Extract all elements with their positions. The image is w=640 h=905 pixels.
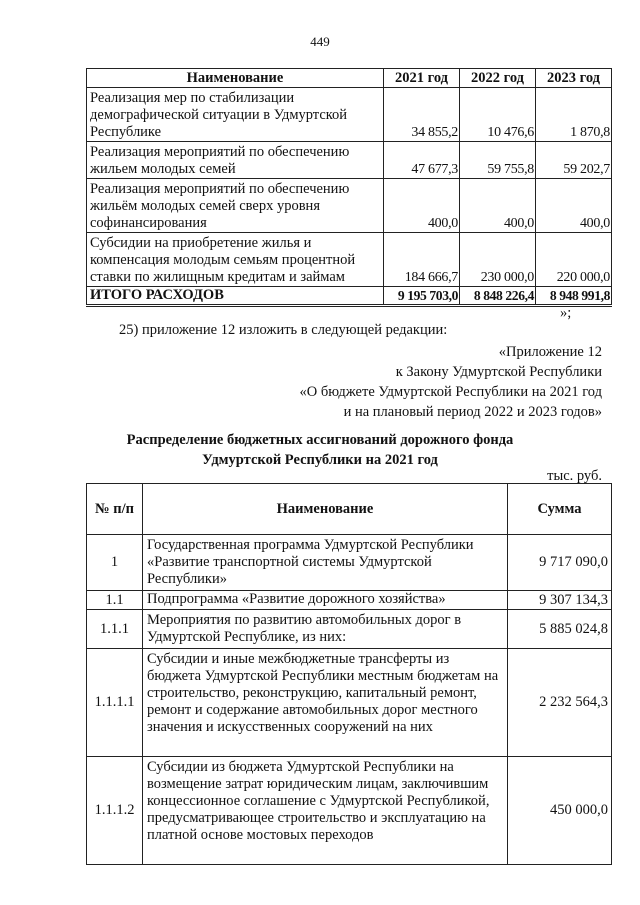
total-label: ИТОГО РАСХОДОВ bbox=[87, 287, 384, 306]
appendix-header bbox=[300, 342, 602, 422]
row-code: 1.1.1.1 bbox=[87, 649, 143, 757]
row-name: Субсидии на приобретение жилья и компенсация молодым семьям процентной ставки по жилищным кредитам и займам bbox=[87, 233, 384, 287]
table-row bbox=[87, 591, 612, 610]
value-2022: 400,0 bbox=[460, 179, 536, 233]
row-code: 1.1.1 bbox=[87, 610, 143, 649]
column-header-2021: 2021 год bbox=[384, 69, 460, 88]
column-header-2023: 2023 год bbox=[536, 69, 612, 88]
appendix-line: «О бюджете Удмуртской Республики на 2021 год bbox=[299, 384, 602, 400]
value-2022: 10 476,6 bbox=[460, 88, 536, 142]
value-2021: 34 855,2 bbox=[384, 88, 460, 142]
table-row bbox=[87, 649, 612, 757]
row-name: Реализация мероприятий по обеспечению жильём молодых семей сверх уровня софинансирования bbox=[87, 179, 384, 233]
table-row bbox=[87, 88, 612, 142]
value-2021: 400,0 bbox=[384, 179, 460, 233]
road-fund-table bbox=[86, 483, 612, 865]
document-title bbox=[0, 430, 640, 470]
column-header-number: № п/п bbox=[87, 484, 143, 535]
row-sum: 9 717 090,0 bbox=[508, 535, 612, 591]
value-2023: 1 870,8 bbox=[536, 88, 612, 142]
expenses-table bbox=[86, 68, 612, 307]
row-sum: 450 000,0 bbox=[508, 757, 612, 865]
table-row bbox=[87, 233, 612, 287]
road-fund-table-header bbox=[87, 484, 612, 535]
row-name: Субсидии из бюджета Удмуртской Республики на возмещение затрат юридическим лицам, заключившим концессионное соглашение с Удмуртской Республикой, предусматривающее строительство и эксплуатацию на платной основе мостовых переходов bbox=[143, 757, 508, 865]
page-number: 449 bbox=[310, 34, 330, 49]
row-name: Субсидии и иные межбюджетные трансферты из бюджета Удмуртской Республики местным бюджетам на строительство, реконструкцию, капитальный ремонт, ремонт и содержание автомобильных дорог местного значения и искусственных сооружений на них bbox=[143, 649, 508, 757]
total-2021: 9 195 703,0 bbox=[384, 287, 460, 306]
column-header-sum: Сумма bbox=[508, 484, 612, 535]
row-name: Подпрограмма «Развитие дорожного хозяйства» bbox=[143, 591, 508, 610]
row-name: Мероприятия по развитию автомобильных дорог в Удмуртской Республике, из них: bbox=[143, 610, 508, 649]
total-2023: 8 948 991,8 bbox=[536, 287, 612, 306]
table-row bbox=[87, 179, 612, 233]
row-code: 1.1 bbox=[87, 591, 143, 610]
expenses-table-header bbox=[87, 69, 612, 88]
units-label: тыс. руб. bbox=[547, 468, 602, 484]
title-line: Распределение бюджетных ассигнований дорожного фонда bbox=[126, 432, 514, 448]
value-2023: 59 202,7 bbox=[536, 142, 612, 179]
column-header-name: Наименование bbox=[143, 484, 508, 535]
table-row bbox=[87, 142, 612, 179]
total-2022: 8 848 226,4 bbox=[460, 287, 536, 306]
row-name: Реализация мероприятий по обеспечению жильем молодых семей bbox=[87, 142, 384, 179]
value-2023: 220 000,0 bbox=[536, 233, 612, 287]
row-name: Реализация мер по стабилизации демографической ситуации в Удмуртской Республике bbox=[87, 88, 384, 142]
title-line: Удмуртской Республики на 2021 год bbox=[202, 452, 438, 468]
row-sum: 2 232 564,3 bbox=[508, 649, 612, 757]
column-header-2022: 2022 год bbox=[460, 69, 536, 88]
row-sum: 5 885 024,8 bbox=[508, 610, 612, 649]
row-code: 1 bbox=[87, 535, 143, 591]
total-row bbox=[87, 287, 612, 306]
appendix-line: «Приложение 12 bbox=[498, 344, 602, 360]
row-name: Государственная программа Удмуртской Республики «Развитие транспортной системы Удмуртской Республики» bbox=[143, 535, 508, 591]
row-sum: 9 307 134,3 bbox=[508, 591, 612, 610]
table-row bbox=[87, 535, 612, 591]
closing-quote: »; bbox=[560, 305, 572, 321]
value-2021: 47 677,3 bbox=[384, 142, 460, 179]
row-code: 1.1.1.2 bbox=[87, 757, 143, 865]
column-header-name: Наименование bbox=[87, 69, 384, 88]
amendment-item-25: 25) приложение 12 изложить в следующей редакции: bbox=[119, 322, 448, 338]
value-2023: 400,0 bbox=[536, 179, 612, 233]
appendix-line: и на плановый период 2022 и 2023 годов» bbox=[343, 404, 602, 420]
value-2022: 230 000,0 bbox=[460, 233, 536, 287]
table-row bbox=[87, 757, 612, 865]
table-row bbox=[87, 610, 612, 649]
value-2022: 59 755,8 bbox=[460, 142, 536, 179]
appendix-line: к Закону Удмуртской Республики bbox=[395, 364, 602, 380]
value-2021: 184 666,7 bbox=[384, 233, 460, 287]
